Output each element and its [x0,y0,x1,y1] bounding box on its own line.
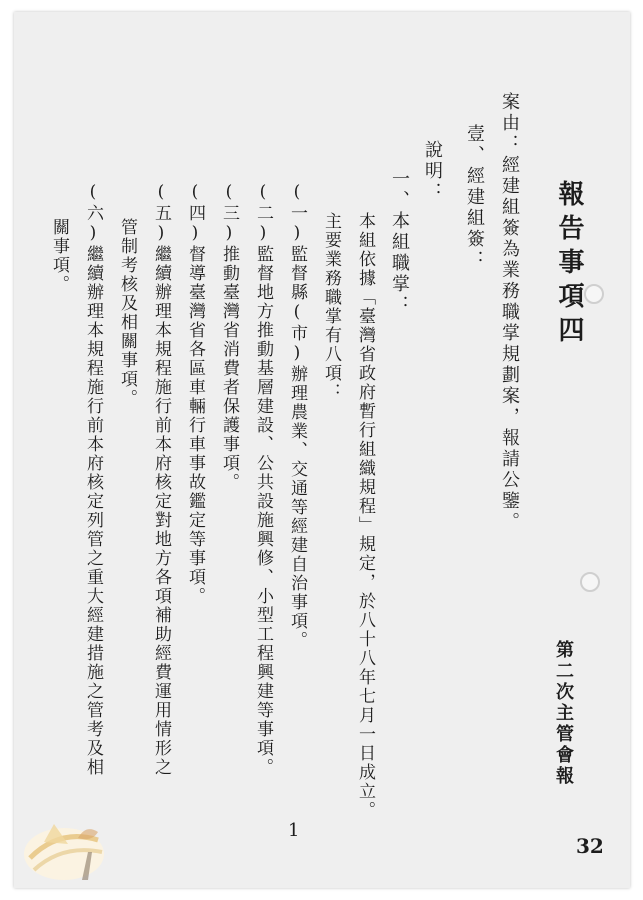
paragraph-basis: 本組依據「臺灣省政府暫行組織規程」規定，於八十八年七月一日成立。 [355,212,375,820]
document-page [14,12,630,888]
duty-item-3: (三)推動臺灣省消費者保護事項。 [219,182,239,492]
duty-item-4: (四)督導臺灣省各區車輛行車事故鑑定等事項。 [185,182,205,606]
page-number-corner: 32 [576,834,604,858]
paragraph-duties-intro: 主要業務職掌有八項： [321,212,341,402]
duty-item-6-cont: 關事項。 [49,218,69,294]
page-title: 報告事項四 [554,180,584,350]
duty-item-5: (五)繼續辦理本規程施行前本府核定對地方各項補助經費運用情形之 [151,182,171,777]
page-number-bottom: 1 [288,820,300,841]
duty-item-6: (六)繼續辦理本規程施行前本府核定列管之重大經建措施之管考及相 [83,182,103,777]
explain-label: 說明： [422,140,443,203]
case-statement: 案由：經建組簽為業務職掌規劃案，報請公鑒。 [499,92,520,533]
duty-item-1: (一)監督縣(市)辦理農業、交通等經建自治事項。 [287,182,307,650]
duty-item-5-cont: 管制考核及相關事項。 [117,218,137,408]
item-heading: 一、本組職掌： [389,169,410,316]
meeting-label: 第二次主管會報 [553,640,574,787]
punch-hole-top [584,284,604,304]
punch-hole-bottom [580,572,600,592]
library-watermark-icon [20,798,116,888]
section-heading: 壹、經建組簽： [464,124,485,271]
duty-item-2: (二)監督地方推動基層建設、公共設施興修、小型工程興建等事項。 [253,182,273,777]
